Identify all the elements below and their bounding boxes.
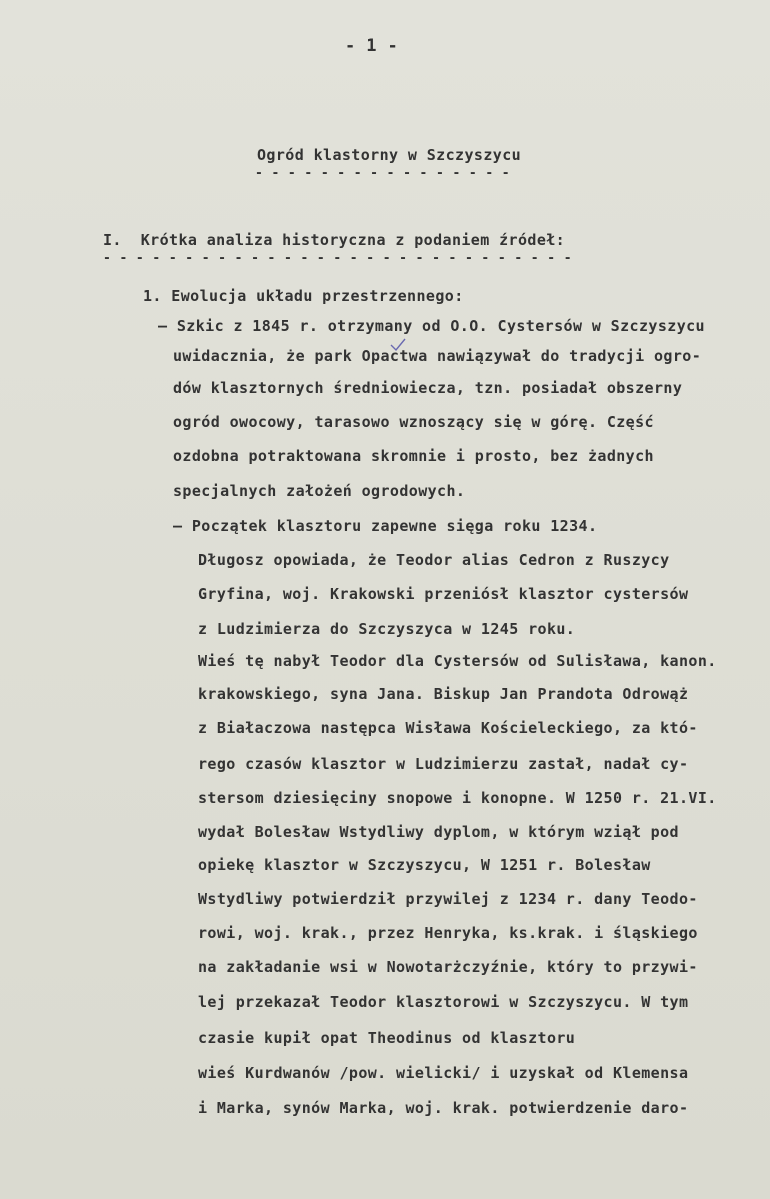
body-line: Wstydliwy potwierdził przywilej z 1234 r. dany Teodo-	[198, 890, 698, 908]
body-line: uwidacznia, że park Opactwa nawiązywał do tradycji ogro-	[173, 347, 702, 365]
body-line: wydał Bolesław Wstydliwy dyplom, w którym wziął pod	[198, 823, 679, 841]
body-line: czasie kupił opat Theodinus od klasztoru	[198, 1029, 576, 1047]
body-line: specjalnych założeń ogrodowych.	[173, 482, 466, 500]
body-line: stersom dziesięciny snopowe i konopne. W 1250 r. 21.VI.	[198, 789, 717, 807]
body-line: rowi, woj. krak., przez Henryka, ks.krak. i śląskiego	[198, 924, 698, 942]
body-line: krakowskiego, syna Jana. Biskup Jan Prandota Odrowąż	[198, 685, 689, 703]
subsection-heading: 1. Ewolucja układu przestrzennego:	[143, 287, 464, 305]
body-line: z Białaczowa następca Wisława Kościeleckiego, za któ-	[198, 719, 698, 737]
body-line: z Ludzimierza do Szczyszyca w 1245 roku.	[198, 620, 576, 638]
body-line: i Marka, synów Marka, woj. krak. potwierdzenie daro-	[198, 1099, 689, 1117]
body-line: Długosz opowiada, że Teodor alias Cedron z Ruszycy	[198, 551, 670, 569]
body-line: dów klasztornych średniowiecza, tzn. posiadał obszerny	[173, 379, 683, 397]
body-line: rego czasów klasztor w Ludzimierzu zastał, nadał cy-	[198, 755, 689, 773]
body-line: lej przekazał Teodor klasztorowi w Szczyszycu. W tym	[198, 993, 689, 1011]
body-line: ozdobna potraktowana skromnie i prosto, bez żadnych	[173, 447, 654, 465]
body-line: na zakładanie wsi w Nowotarżczyźnie, który to przywi-	[198, 958, 698, 976]
body-line: opiekę klasztor w Szczyszycu, W 1251 r. Bolesław	[198, 856, 651, 874]
body-line: Gryfina, woj. Krakowski przeniósł klasztor cystersów	[198, 585, 689, 603]
body-line: wieś Kurdwanów /pow. wielicki/ i uzyskał od Klemensa	[198, 1064, 689, 1082]
page-number: - 1 -	[345, 36, 399, 56]
body-line: – Szkic z 1845 r. otrzymany od O.O. Cystersów w Szczyszycu	[158, 317, 705, 335]
title-underline: - - - - - - - - - - - - - - - -	[255, 166, 511, 181]
body-line: Wieś tę nabył Teodor dla Cystersów od Sulisława, kanon.	[198, 652, 717, 670]
section-underline: - - - - - - - - - - - - - - - - - - - - - - - - - - - - -	[103, 251, 572, 266]
body-line: ogród owocowy, tarasowo wznoszący się w górę. Część	[173, 413, 654, 431]
pen-tick-mark	[388, 337, 408, 353]
body-line: – Początek klasztoru zapewne sięga roku 1234.	[173, 517, 598, 535]
page-title: Ogród klastorny w Szczyszycu	[257, 146, 522, 164]
section-heading: I. Krótka analiza historyczna z podaniem źródeł:	[103, 231, 566, 249]
